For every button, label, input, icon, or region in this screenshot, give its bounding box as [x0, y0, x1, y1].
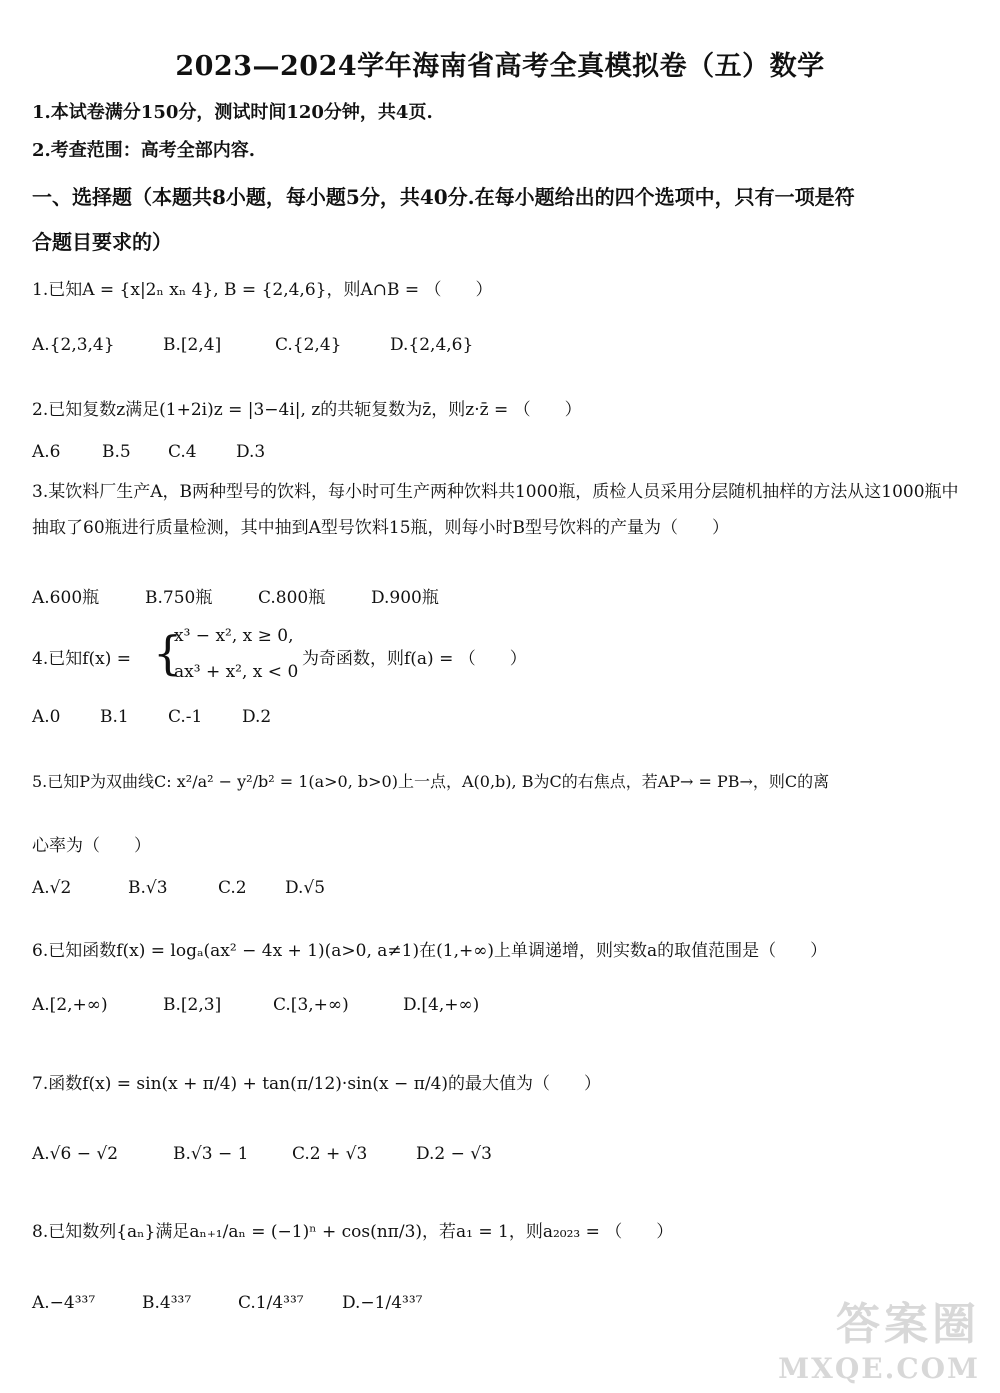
question-6-option-a: A.[2,+∞)	[32, 995, 108, 1015]
question-3-option-b: B.750瓶	[145, 588, 213, 608]
question-2-option-d: D.3	[236, 442, 266, 462]
page-title: 2023—2024学年海南省高考全真模拟卷（五）数学	[175, 51, 825, 82]
question-8-option-c: C.1/4³³⁷	[238, 1293, 304, 1313]
question-4-option-c: C.-1	[168, 707, 203, 727]
question-4-option-b: B.1	[100, 707, 129, 727]
question-1-option-c: C.{2,4}	[275, 335, 342, 355]
question-7-option-d: D.2 − √3	[416, 1144, 492, 1164]
question-2-option-b: B.5	[102, 442, 131, 462]
question-6-stem: 6.已知函数f(x) = logₐ(ax² − 4x + 1)(a>0, a≠1)在(1,+∞)上单调递增，则实数a的取值范围是（ ）	[32, 941, 828, 961]
question-7-stem: 7.函数f(x) = sin(x + π/4) + tan(π/12)·sin(x − π/4)的最大值为（ ）	[32, 1074, 602, 1094]
question-5-stem-line2: 心率为（ ）	[32, 836, 151, 856]
question-6-option-c: C.[3,+∞)	[273, 995, 349, 1015]
question-8-option-d: D.−1/4³³⁷	[342, 1293, 423, 1313]
question-8-option-b: B.4³³⁷	[142, 1293, 192, 1313]
question-1-stem: 1.已知A = {x|2ₙ xₙ 4}, B = {2,4,6}，则A∩B = （ ）	[32, 280, 493, 300]
question-2-option-a: A.6	[32, 442, 61, 462]
question-6-option-b: B.[2,3]	[163, 995, 222, 1015]
watermark-url: MXQE.COM	[778, 1352, 980, 1385]
question-2-option-c: C.4	[168, 442, 197, 462]
note-1: 1.本试卷满分150分，测试时间120分钟，共4页.	[32, 102, 433, 123]
watermark-logo-text: 答案圈	[836, 1299, 980, 1350]
question-4-stem-prefix: 4.已知f(x) =	[32, 649, 132, 669]
question-4-brace: {	[153, 626, 183, 680]
question-8-option-a: A.−4³³⁷	[32, 1293, 96, 1313]
question-3-option-c: C.800瓶	[258, 588, 326, 608]
question-5-option-b: B.√3	[128, 878, 168, 898]
section-heading-line2: 合题目要求的）	[32, 230, 172, 254]
question-3-option-a: A.600瓶	[32, 588, 100, 608]
question-6-option-d: D.[4,+∞)	[403, 995, 480, 1015]
question-7-option-a: A.√6 − √2	[32, 1144, 119, 1164]
question-4-option-a: A.0	[32, 707, 61, 727]
question-4-case-2: ax³ + x², x < 0	[174, 662, 299, 682]
watermark	[778, 1288, 980, 1385]
question-7-option-c: C.2 + √3	[292, 1144, 368, 1164]
question-4-stem-suffix: 为奇函数，则f(a) = （ ）	[302, 649, 527, 669]
note-2: 2.考查范围：高考全部内容.	[32, 140, 256, 161]
question-5-option-c: C.2	[218, 878, 247, 898]
question-5-option-a: A.√2	[32, 878, 72, 898]
question-2-stem: 2.已知复数z满足(1+2i)z = |3−4i|, z的共轭复数为z̄，则z·z̄ = （ ）	[32, 400, 582, 420]
section-heading-line1: 一、选择题（本题共8小题，每小题5分，共40分.在每小题给出的四个选项中，只有一项是符	[32, 185, 855, 209]
question-5-option-d: D.√5	[285, 878, 326, 898]
question-8-stem: 8.已知数列{aₙ}满足aₙ₊₁/aₙ = (−1)ⁿ + cos(nπ/3)，若a₁ = 1，则a₂₀₂₃ = （ ）	[32, 1222, 674, 1242]
question-3-option-d: D.900瓶	[371, 588, 439, 608]
question-1-option-b: B.[2,4]	[163, 335, 222, 355]
question-1-option-a: A.{2,3,4}	[32, 335, 115, 355]
question-1-option-d: D.{2,4,6}	[390, 335, 474, 355]
question-7-option-b: B.√3 − 1	[173, 1144, 249, 1164]
question-3-stem: 3.某饮料厂生产A，B两种型号的饮料，每小时可生产两种饮料共1000瓶，质检人员采用分层随机抽样的方法从这1000瓶中抽取了60瓶进行质量检测，其中抽到A型号饮料15瓶，则每小时B型号饮料的产量为（ ）	[32, 482, 959, 538]
question-4-option-d: D.2	[242, 707, 272, 727]
question-5-stem-line1: 5.已知P为双曲线C: x²/a² − y²/b² = 1(a>0, b>0)上一点，A(0,b), B为C的右焦点，若AP→ = PB→，则C的离	[32, 772, 830, 791]
question-4-case-1: x³ − x², x ≥ 0,	[174, 626, 294, 646]
